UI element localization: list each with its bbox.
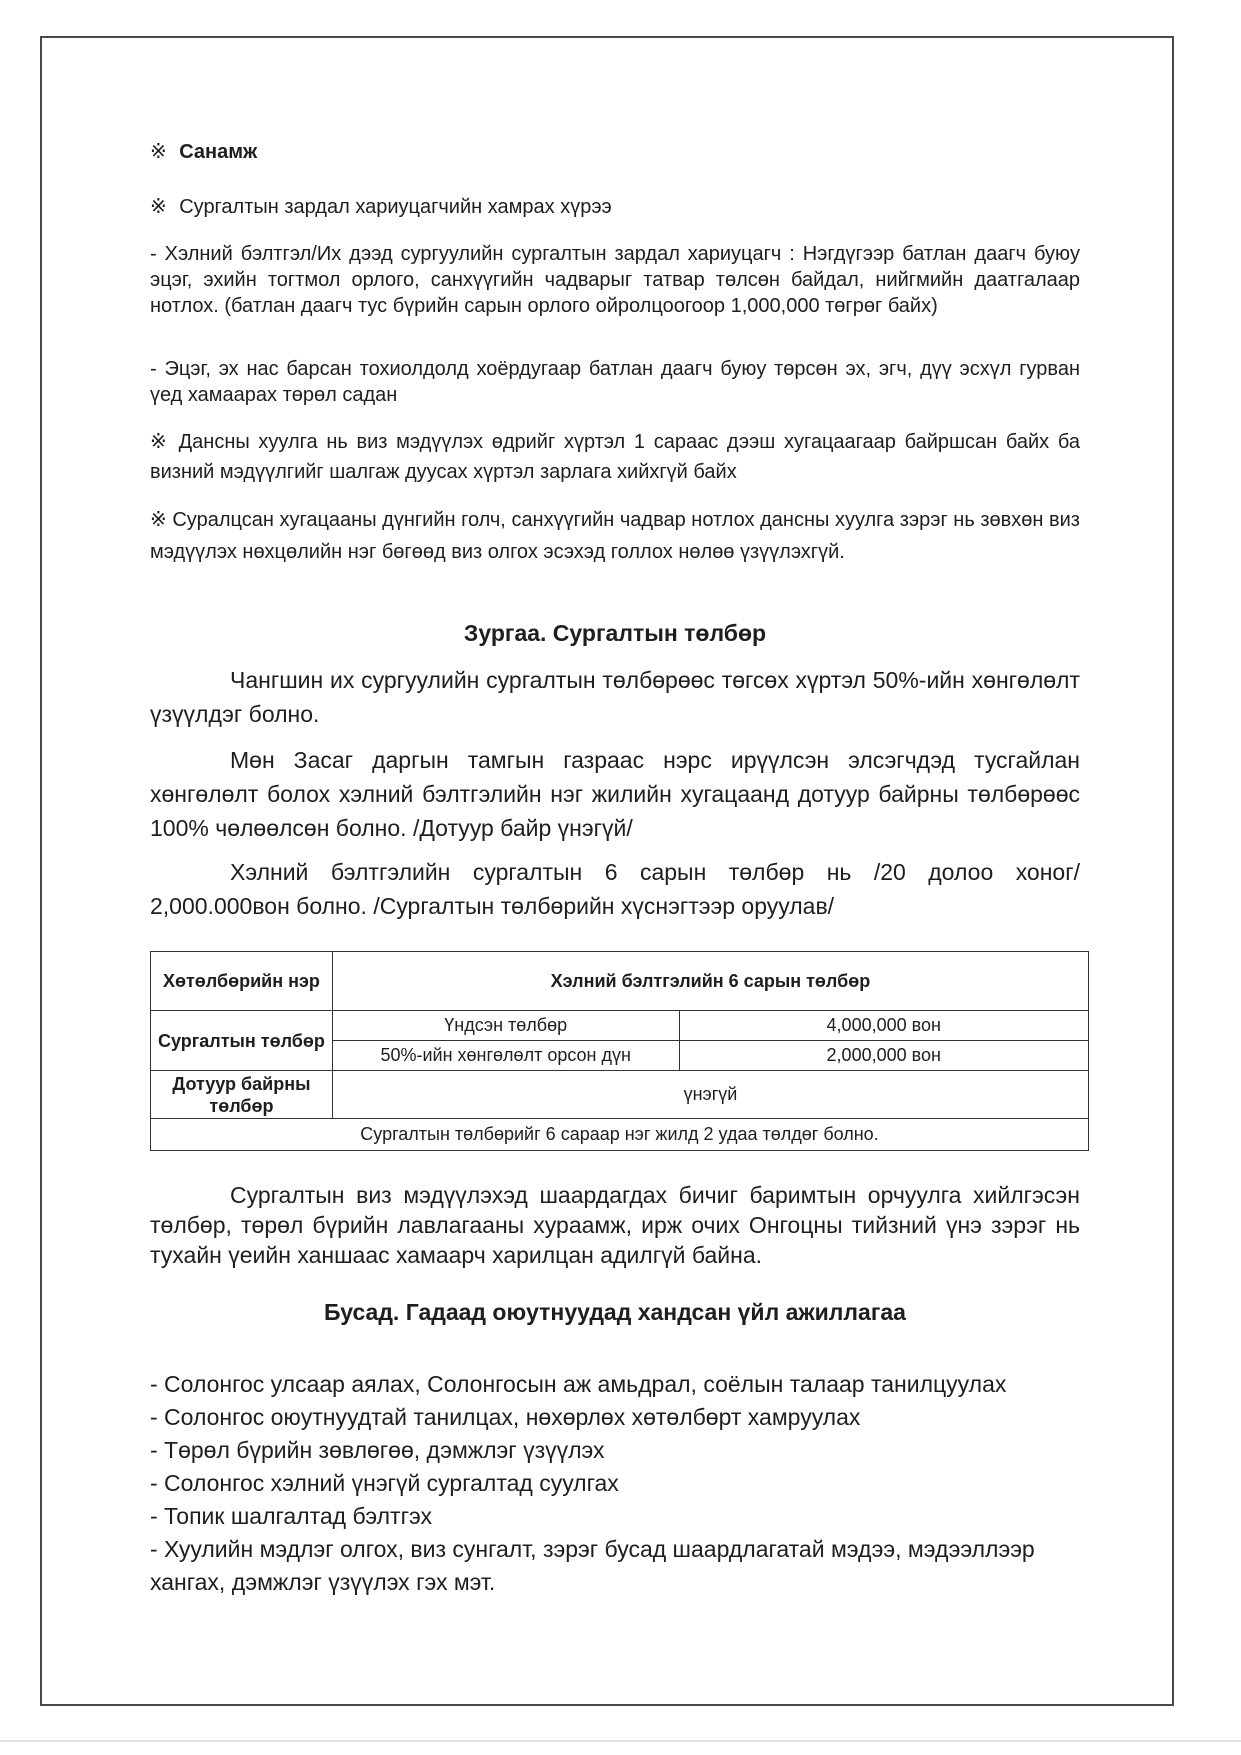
dorm-fee-value: үнэгүй (332, 1071, 1088, 1119)
sponsor-primary: - Хэлний бэлтгэл/Их дээд сургуулийн сургалтын зардал хариуцагч : Нэгдүгээр батлан даагч буюу эцэг, эхийн тогтмол орлого, санхүүгийн чадварыг татвар төлсөн байдал, нийгмийн даатгалаар нотлох. (батлан даагч тус бүрийн сарын орлого ойролцоогоор 1,000,000 төгрөг байх) (150, 243, 1080, 317)
activities-list (150, 1368, 1080, 1599)
reference-mark-icon: ※ (150, 141, 167, 163)
sponsor-secondary: - Эцэг, эх нас барсан тохиолдолд хоёрдугаар батлан даагч буюу төрсөн эх, эгч, дүү эсхүл гурван үед хамаарах төрөл садан (150, 358, 1080, 406)
base-fee-label: Үндсэн төлбөр (332, 1011, 679, 1041)
dorm-waiver-paragraph: Мөн Засаг даргын тамгын газраас нэрс ирүүлсэн элсэгчдэд тусгайлан хөнгөлөлт болох хэлний бэлтгэлийн нэг жилийн хугацаанд дотуур байрны төлбөрөөс 100% чөлөөлсөн болно. /Дотуур байр үнэгүй/ (150, 747, 1080, 841)
fee-table (150, 951, 1089, 1151)
discounted-fee-value: 2,000,000 вон (679, 1041, 1089, 1071)
table-row (151, 1011, 1089, 1041)
discounted-fee-label: 50%-ийн хөнгөлөлт орсон дүн (332, 1041, 679, 1071)
table-footer-note: Сургалтын төлбөрийг 6 сараар нэг жилд 2 удаа төлдөг болно. (151, 1119, 1089, 1151)
coverage-heading: ※ Сургалтын зардал хариуцагчийн хамрах хүрээ (150, 196, 612, 218)
tuition-heading: Зургаа. Сургалтын төлбөр (463, 620, 767, 646)
table-row (151, 952, 1089, 1011)
base-fee-value: 4,000,000 вон (679, 1011, 1089, 1041)
list-item: - Солонгос улсаар аялах, Солонгосын аж амьдрал, соёлын талаар танилцуулах (150, 1371, 1007, 1397)
tuition-discount-paragraph: Чангшин их сургуулийн сургалтын төлбөрөөс төгсөх хүртэл 50%-ийн хөнгөлөлт үзүүлдэг болно. (150, 667, 1080, 727)
list-item: - Солонгос хэлний үнэгүй сургалтад суулгах (150, 1470, 619, 1496)
list-item: - Хуулийн мэдлэг олгох, виз сунгалт, зэрэг бусад шаардлагатай мэдээ, мэдээллээр хангах, дэмжлэг үзүүлэх гэх мэт. (150, 1536, 1035, 1595)
list-item: - Топик шалгалтад бэлтгэх (150, 1503, 432, 1529)
reference-mark-icon: ※ (150, 431, 170, 453)
bank-statement-note: ※ Дансны хуулга нь виз мэдүүлэх өдрийг хүртэл 1 сараас дээш хугацаагаар байршсан байх ба визний мэдүүлгийг шалгаж дуусах хүртэл зарлага хийхгүй байх (150, 431, 1080, 483)
scan-edge-line (0, 1740, 1241, 1742)
language-fee-paragraph: Хэлний бэлтгэлийн сургалтын 6 сарын төлбөр нь /20 долоо хоног/ 2,000.000вон болно. /Сургалтын төлбөрийн хүснэгтээр оруулав/ (150, 859, 1080, 919)
table-row (151, 1071, 1089, 1119)
notes-title: ※ Санамж (150, 141, 258, 163)
activities-heading: Бусад. Гадаад оюутнуудад хандсан үйл ажиллагаа (324, 1299, 906, 1325)
list-item: - Төрөл бүрийн зөвлөгөө, дэмжлэг үзүүлэх (150, 1437, 605, 1463)
reference-mark-icon: ※ (150, 196, 167, 218)
row-header-dorm: Дотуур байрны төлбөр (151, 1071, 333, 1119)
row-header-tuition: Сургалтын төлбөр (151, 1011, 333, 1071)
visa-costs-paragraph: Сургалтын виз мэдүүлэхэд шаардагдах бичиг баримтын орчуулга хийлгэсэн төлбөр, төрөл бүрийн лавлагааны хураамж, ирж очих Онгоцны тийзний үнэ зэрэг нь тухайн үеийн ханшаас хамаарч харилцан адилгүй байна. (150, 1182, 1080, 1268)
column-header-program: Хөтөлбөрийн нэр (151, 952, 333, 1011)
column-header-fee: Хэлний бэлтгэлийн 6 сарын төлбөр (332, 952, 1088, 1011)
gpa-note: ※ Суралцсан хугацааны дүнгийн голч, санхүүгийн чадвар нотлох дансны хуулга зэрэг нь зөвхөн виз мэдүүлэх нөхцөлийн нэг бөгөөд виз олгох эсэхэд голлох нөлөө үзүүлэхгүй. (150, 509, 1080, 563)
reference-mark-icon: ※ (150, 509, 167, 531)
list-item: - Солонгос оюутнуудтай танилцах, нөхөрлөх хөтөлбөрт хамруулах (150, 1404, 861, 1430)
table-row (151, 1119, 1089, 1151)
